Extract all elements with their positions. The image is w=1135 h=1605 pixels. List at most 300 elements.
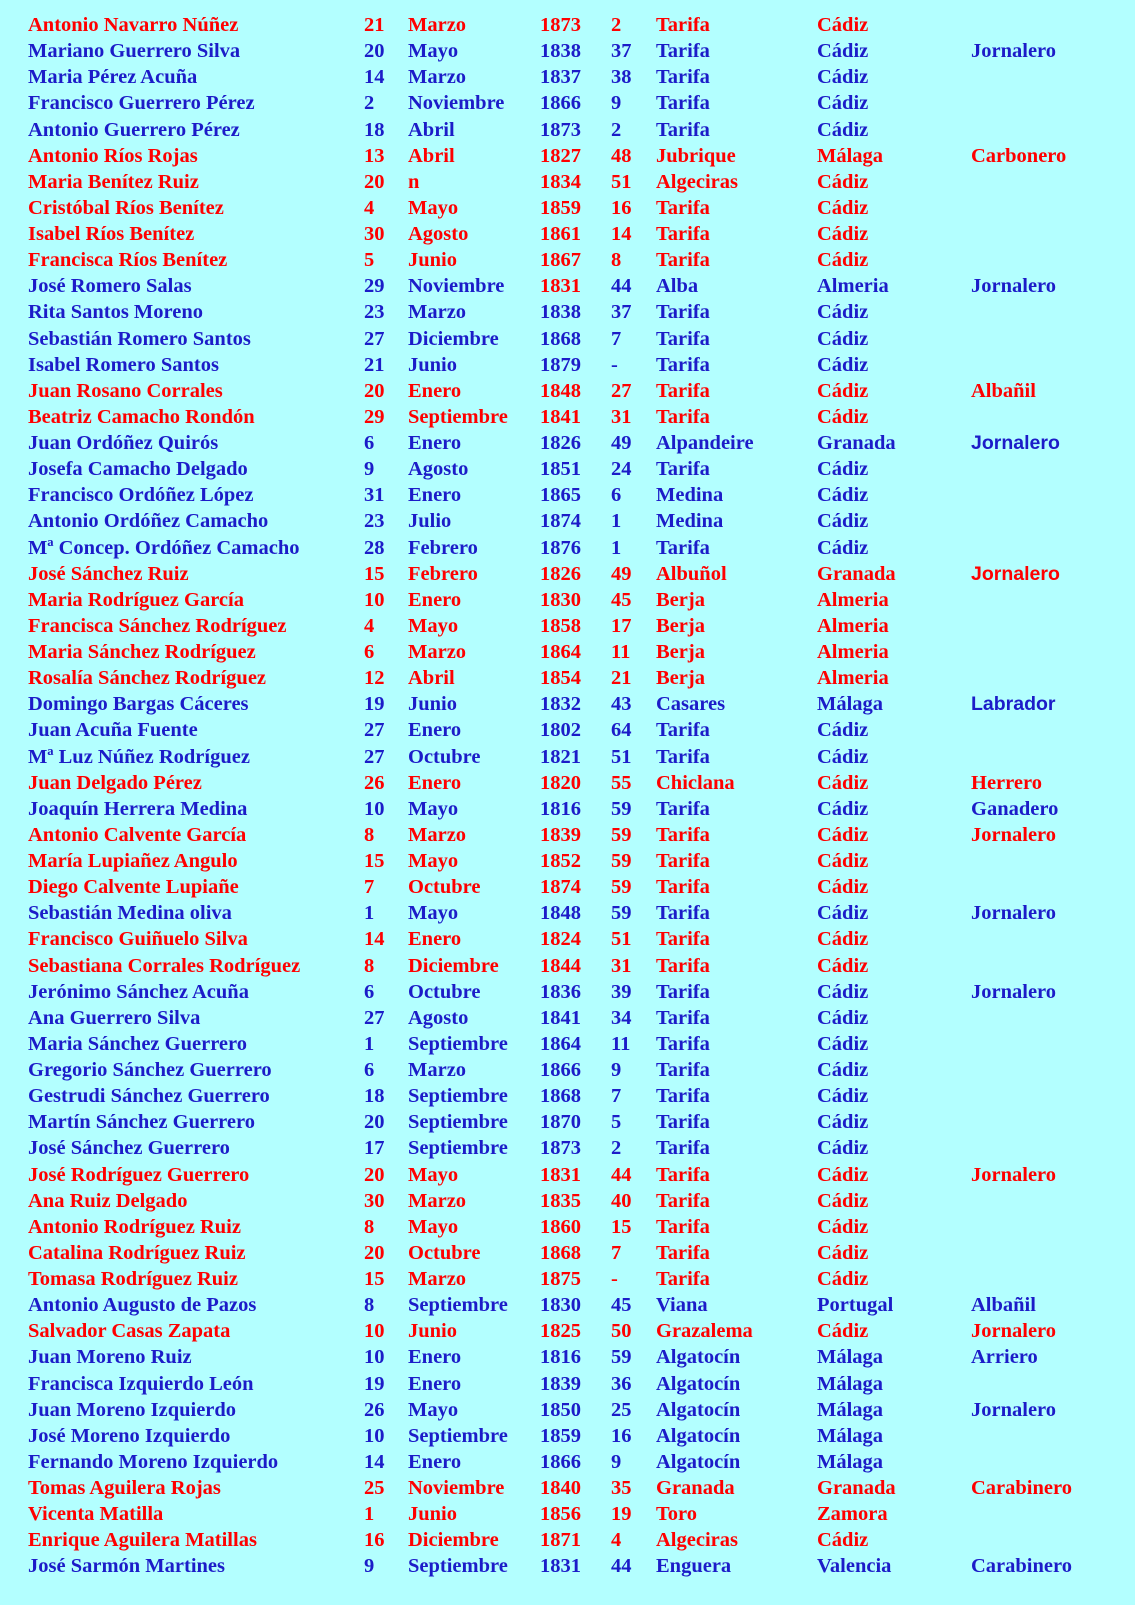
table-row (0, 535, 1135, 561)
person-name: Rita Santos Moreno (28, 301, 204, 324)
town: Berja (656, 588, 705, 611)
birth-month: Mayo (408, 614, 459, 637)
town: Tarifa (656, 223, 710, 245)
person-name: José Romero Salas (28, 275, 192, 298)
person-name: Antonio Navarro Núñez (28, 14, 239, 36)
birth-year: 1879 (540, 353, 581, 376)
birth-day: 6 (364, 641, 375, 663)
birth-day: 8 (364, 954, 375, 977)
province: Cádiz (817, 1059, 869, 1081)
province: Cádiz (817, 223, 869, 245)
birth-month: Marzo (408, 1189, 467, 1212)
person-name: Isabel Ríos Benítez (28, 223, 195, 245)
person-name: Catalina Rodríguez Ruiz (28, 1241, 246, 1264)
birth-year: 1827 (540, 144, 581, 167)
birth-month: Abril (408, 667, 455, 690)
birth-year: 1848 (540, 379, 581, 402)
age: 2 (611, 14, 622, 36)
birth-year: 1841 (540, 405, 581, 428)
birth-year: 1825 (540, 1320, 581, 1343)
age: 44 (611, 1163, 632, 1186)
table-row (0, 744, 1135, 770)
birth-day: 27 (364, 327, 385, 350)
birth-month: Marzo (408, 823, 467, 846)
province: Cádiz (817, 1189, 869, 1212)
table-row (0, 404, 1135, 430)
birth-day: 10 (364, 797, 385, 820)
town: Tarifa (656, 14, 710, 36)
age: 49 (611, 562, 632, 585)
town: Viana (656, 1294, 708, 1317)
town: Tarifa (656, 928, 710, 951)
person-name: Maria Benítez Ruiz (28, 170, 199, 193)
province: Cádiz (817, 902, 869, 925)
table-row (0, 221, 1135, 247)
town: Medina (656, 510, 724, 533)
town: Algatocín (656, 1346, 741, 1369)
table-row (0, 796, 1135, 822)
age: 31 (611, 405, 632, 428)
birth-year: 1874 (540, 876, 581, 899)
birth-day: 10 (364, 1320, 385, 1343)
town: Tarifa (656, 405, 710, 428)
town: Tarifa (656, 249, 710, 272)
table-row (0, 273, 1135, 299)
birth-day: 20 (364, 379, 385, 402)
birth-day: 29 (364, 405, 385, 428)
province: Cádiz (817, 92, 869, 115)
province: Almeria (817, 614, 889, 637)
birth-month: Septiembre (408, 1032, 508, 1055)
table-row (0, 1292, 1135, 1318)
table-row (0, 482, 1135, 508)
birth-month: Enero (408, 928, 462, 951)
birth-day: 8 (364, 823, 375, 846)
birth-month: Septiembre (408, 1424, 508, 1447)
age: 40 (611, 1189, 632, 1212)
birth-year: 1873 (540, 1137, 581, 1160)
age: 15 (611, 1215, 632, 1238)
birth-month: Enero (408, 379, 462, 402)
birth-month: Octubre (408, 745, 481, 768)
occupation: Herrero (971, 771, 1042, 794)
age: 17 (611, 614, 632, 637)
birth-day: 5 (364, 249, 375, 272)
table-row (0, 665, 1135, 691)
person-name: Beatriz Camacho Rondón (28, 405, 255, 428)
person-name: Vicenta Matilla (28, 1503, 164, 1526)
birth-day: 20 (364, 1163, 385, 1186)
birth-month: Abril (408, 118, 455, 141)
birth-year: 1865 (540, 484, 581, 507)
person-name: Juan Ordóñez Quirós (28, 432, 219, 454)
age: 25 (611, 1398, 632, 1421)
birth-month: Septiembre (408, 405, 508, 428)
birth-year: 1840 (540, 1477, 581, 1499)
birth-day: 14 (364, 66, 385, 89)
birth-year: 1850 (540, 1398, 581, 1421)
town: Tarifa (656, 1189, 710, 1212)
age: 64 (611, 719, 632, 742)
province: Cádiz (817, 353, 869, 376)
age: 16 (611, 1424, 632, 1447)
birth-year: 1830 (540, 1294, 581, 1317)
province: Cádiz (817, 719, 869, 742)
person-name: Francisco Guerrero Pérez (28, 92, 255, 115)
birth-day: 12 (364, 667, 385, 690)
table-row (0, 1397, 1135, 1423)
province: Cádiz (817, 118, 869, 141)
birth-month: Septiembre (408, 1294, 508, 1317)
town: Tarifa (656, 66, 710, 89)
age: 45 (611, 588, 632, 611)
birth-month: Mayo (408, 196, 459, 219)
birth-year: 1832 (540, 693, 581, 716)
occupation: Albañil (971, 1294, 1036, 1317)
table-row (0, 848, 1135, 874)
person-name: Enrique Aguilera Matillas (28, 1529, 257, 1552)
birth-month: Enero (408, 432, 462, 454)
age: 27 (611, 379, 632, 402)
birth-year: 1838 (540, 40, 581, 63)
town: Tarifa (656, 92, 710, 115)
table-row (0, 508, 1135, 534)
birth-month: Junio (408, 693, 457, 716)
town: Tarifa (656, 1059, 710, 1081)
birth-day: 20 (364, 40, 385, 63)
birth-day: 25 (364, 1477, 385, 1499)
province: Almeria (817, 641, 889, 663)
province: Cádiz (817, 379, 869, 402)
birth-year: 1835 (540, 1189, 581, 1212)
birth-day: 1 (364, 902, 375, 925)
province: Cádiz (817, 458, 869, 481)
birth-month: Mayo (408, 797, 459, 820)
occupation: Albañil (971, 379, 1036, 402)
age: 31 (611, 954, 632, 977)
province: Granada (817, 432, 896, 454)
table-row (0, 169, 1135, 195)
birth-day: 10 (364, 1346, 385, 1369)
town: Berja (656, 614, 705, 637)
person-name: Fernando Moreno Izquierdo (28, 1450, 279, 1473)
table-row (0, 1162, 1135, 1188)
town: Tarifa (656, 118, 710, 141)
province: Málaga (817, 1450, 884, 1473)
age: 14 (611, 223, 632, 245)
birth-month: Mayo (408, 902, 459, 925)
birth-day: 26 (364, 771, 385, 794)
town: Granada (656, 1477, 735, 1499)
person-name: Juan Moreno Izquierdo (28, 1398, 237, 1421)
person-name: Juan Acuña Fuente (28, 719, 198, 742)
age: 7 (611, 1241, 622, 1264)
birth-month: Febrero (408, 536, 478, 559)
province: Almeria (817, 275, 889, 298)
birth-month: Noviembre (408, 1477, 505, 1499)
person-name: Maria Sánchez Rodríguez (28, 641, 256, 663)
table-row (0, 1553, 1135, 1579)
town: Tarifa (656, 1215, 710, 1238)
birth-year: 1826 (540, 432, 581, 454)
birth-year: 1831 (540, 1555, 581, 1578)
province: Cádiz (817, 1215, 869, 1238)
birth-month: Febrero (408, 562, 478, 585)
birth-day: 16 (364, 1529, 385, 1552)
table-row (0, 691, 1135, 717)
person-name: Francisca Ríos Benítez (28, 249, 228, 272)
table-row (0, 1188, 1135, 1214)
town: Tarifa (656, 797, 710, 820)
person-name: Gregorio Sánchez Guerrero (28, 1059, 272, 1081)
person-name: Tomasa Rodríguez Ruiz (28, 1268, 238, 1290)
person-name: José Rodríguez Guerrero (28, 1163, 250, 1186)
birth-month: Enero (408, 588, 462, 611)
town: Tarifa (656, 980, 710, 1003)
table-row (0, 1501, 1135, 1527)
occupation: Jornalero (971, 562, 1060, 585)
occupation: Jornalero (971, 40, 1057, 63)
age: - (611, 353, 618, 376)
age: 59 (611, 823, 632, 846)
birth-year: 1802 (540, 719, 581, 742)
birth-day: 17 (364, 1137, 385, 1160)
birth-day: 9 (364, 458, 375, 481)
town: Tarifa (656, 458, 710, 481)
person-name: Isabel Romero Santos (28, 353, 219, 376)
person-name: Juan Delgado Pérez (28, 771, 202, 794)
age: 48 (611, 144, 632, 167)
birth-month: Octubre (408, 876, 481, 899)
birth-year: 1837 (540, 66, 581, 89)
town: Tarifa (656, 850, 710, 872)
table-row (0, 430, 1135, 456)
province: Málaga (817, 693, 884, 716)
birth-day: 20 (364, 1241, 385, 1264)
birth-month: Marzo (408, 1268, 467, 1290)
table-row (0, 1475, 1135, 1501)
table-row (0, 352, 1135, 378)
birth-year: 1860 (540, 1215, 581, 1238)
province: Cádiz (817, 1006, 869, 1029)
birth-day: 23 (364, 510, 385, 533)
town: Tarifa (656, 823, 710, 846)
table-row (0, 587, 1135, 613)
province: Cádiz (817, 196, 869, 219)
town: Tarifa (656, 353, 710, 376)
birth-year: 1861 (540, 223, 581, 245)
person-name: Antonio Ríos Rojas (28, 144, 198, 167)
birth-day: 4 (364, 614, 375, 637)
age: 8 (611, 249, 622, 272)
table-row (0, 926, 1135, 952)
birth-year: 1868 (540, 1085, 581, 1108)
birth-month: Julio (408, 510, 452, 533)
age: 44 (611, 275, 632, 298)
town: Tarifa (656, 902, 710, 925)
province: Cádiz (817, 1241, 869, 1264)
birth-year: 1856 (540, 1503, 581, 1526)
age: 9 (611, 1059, 622, 1081)
age: 43 (611, 693, 632, 716)
person-name: Martín Sánchez Guerrero (28, 1111, 255, 1134)
province: Cádiz (817, 1137, 869, 1160)
birth-year: 1826 (540, 562, 581, 585)
person-name: Domingo Bargas Cáceres (28, 693, 249, 716)
person-name: Maria Sánchez Guerrero (28, 1032, 247, 1055)
occupation: Jornalero (971, 432, 1060, 454)
occupation: Carbonero (971, 144, 1067, 167)
province: Cádiz (817, 980, 869, 1003)
person-name: Tomas Aguilera Rojas (28, 1477, 221, 1499)
province: Cádiz (817, 66, 869, 89)
province: Cádiz (817, 928, 869, 951)
province: Cádiz (817, 405, 869, 428)
province: Cádiz (817, 876, 869, 899)
birth-day: 23 (364, 301, 385, 324)
person-name: José Moreno Izquierdo (28, 1424, 231, 1447)
age: 59 (611, 1346, 632, 1369)
birth-year: 1848 (540, 902, 581, 925)
province: Cádiz (817, 327, 869, 350)
birth-year: 1864 (540, 641, 581, 663)
town: Berja (656, 667, 705, 690)
age: 19 (611, 1503, 632, 1526)
province: Cádiz (817, 954, 869, 977)
birth-year: 1874 (540, 510, 581, 533)
age: 36 (611, 1372, 632, 1395)
table-row (0, 1109, 1135, 1135)
province: Cádiz (817, 1320, 869, 1343)
province: Málaga (817, 1372, 884, 1395)
birth-year: 1831 (540, 1163, 581, 1186)
occupation: Jornalero (971, 1320, 1057, 1343)
birth-year: 1866 (540, 1450, 581, 1473)
birth-day: 6 (364, 980, 375, 1003)
table-row (0, 12, 1135, 38)
age: 24 (611, 458, 632, 481)
occupation: Jornalero (971, 1398, 1057, 1421)
town: Albuñol (656, 562, 727, 585)
age: 35 (611, 1477, 632, 1499)
table-row (0, 195, 1135, 221)
birth-year: 1866 (540, 1059, 581, 1081)
person-name: Rosalía Sánchez Rodríguez (28, 667, 267, 690)
town: Alba (656, 275, 699, 298)
table-row (0, 326, 1135, 352)
age: 34 (611, 1006, 632, 1029)
birth-day: 19 (364, 693, 385, 716)
age: 9 (611, 92, 622, 115)
town: Tarifa (656, 1032, 710, 1055)
province: Cádiz (817, 1529, 869, 1552)
person-name: Sebastián Romero Santos (28, 327, 251, 350)
town: Toro (656, 1503, 698, 1526)
birth-year: 1854 (540, 667, 581, 690)
table-row (0, 979, 1135, 1005)
table-row (0, 1266, 1135, 1292)
person-name: Maria Pérez Acuña (28, 66, 198, 89)
birth-day: 10 (364, 1424, 385, 1447)
person-name: Ana Ruiz Delgado (28, 1189, 188, 1212)
occupation: Jornalero (971, 980, 1057, 1003)
birth-month: Abril (408, 144, 455, 167)
province: Cádiz (817, 14, 869, 36)
birth-day: 21 (364, 14, 385, 36)
town: Algeciras (656, 170, 738, 193)
table-row (0, 822, 1135, 848)
birth-year: 1816 (540, 1346, 581, 1369)
town: Tarifa (656, 1163, 710, 1186)
table-row (0, 1344, 1135, 1370)
age: 49 (611, 432, 632, 454)
age: 50 (611, 1320, 632, 1343)
birth-day: 27 (364, 1006, 385, 1029)
occupation: Arriero (971, 1346, 1038, 1369)
person-name: Sebastián Medina oliva (28, 902, 232, 925)
table-row (0, 770, 1135, 796)
person-name: Mª Luz Núñez Rodríguez (28, 745, 250, 768)
town: Tarifa (656, 1085, 710, 1108)
birth-year: 1821 (540, 745, 581, 768)
occupation: Jornalero (971, 1163, 1057, 1186)
person-name: Cristóbal Ríos Benítez (28, 196, 224, 219)
table-row (0, 1527, 1135, 1553)
birth-month: Septiembre (408, 1085, 508, 1108)
town: Tarifa (656, 876, 710, 899)
person-name: Antonio Augusto de Pazos (28, 1294, 257, 1317)
birth-month: Mayo (408, 850, 459, 872)
town: Tarifa (656, 327, 710, 350)
birth-day: 8 (364, 1294, 375, 1317)
birth-day: 6 (364, 1059, 375, 1081)
birth-year: 1871 (540, 1529, 581, 1552)
table-row (0, 1005, 1135, 1031)
age: 6 (611, 484, 622, 507)
town: Enguera (656, 1555, 732, 1578)
town: Algatocín (656, 1424, 741, 1447)
birth-month: Septiembre (408, 1111, 508, 1134)
person-name: Jerónimo Sánchez Acuña (28, 980, 249, 1003)
age: 51 (611, 928, 632, 951)
birth-month: Diciembre (408, 327, 499, 350)
birth-year: 1839 (540, 1372, 581, 1395)
birth-year: 1868 (540, 327, 581, 350)
town: Algatocín (656, 1372, 741, 1395)
birth-month: Agosto (408, 458, 469, 481)
province: Cádiz (817, 1163, 869, 1186)
town: Tarifa (656, 1137, 710, 1160)
province: Málaga (817, 1346, 884, 1369)
birth-month: Mayo (408, 40, 459, 63)
age: 45 (611, 1294, 632, 1317)
birth-month: Enero (408, 1372, 462, 1395)
town: Tarifa (656, 301, 710, 324)
birth-month: Septiembre (408, 1555, 508, 1578)
birth-year: 1839 (540, 823, 581, 846)
birth-day: 30 (364, 1189, 385, 1212)
birth-year: 1859 (540, 1424, 581, 1447)
birth-day: 27 (364, 719, 385, 742)
person-name: José Sánchez Ruiz (28, 562, 189, 585)
birth-month: Mayo (408, 1215, 459, 1238)
person-name: Diego Calvente Lupiañe (28, 876, 239, 899)
birth-year: 1858 (540, 614, 581, 637)
birth-day: 1 (364, 1032, 375, 1055)
age: 39 (611, 980, 632, 1003)
birth-day: 15 (364, 562, 385, 585)
province: Valencia (817, 1555, 892, 1578)
